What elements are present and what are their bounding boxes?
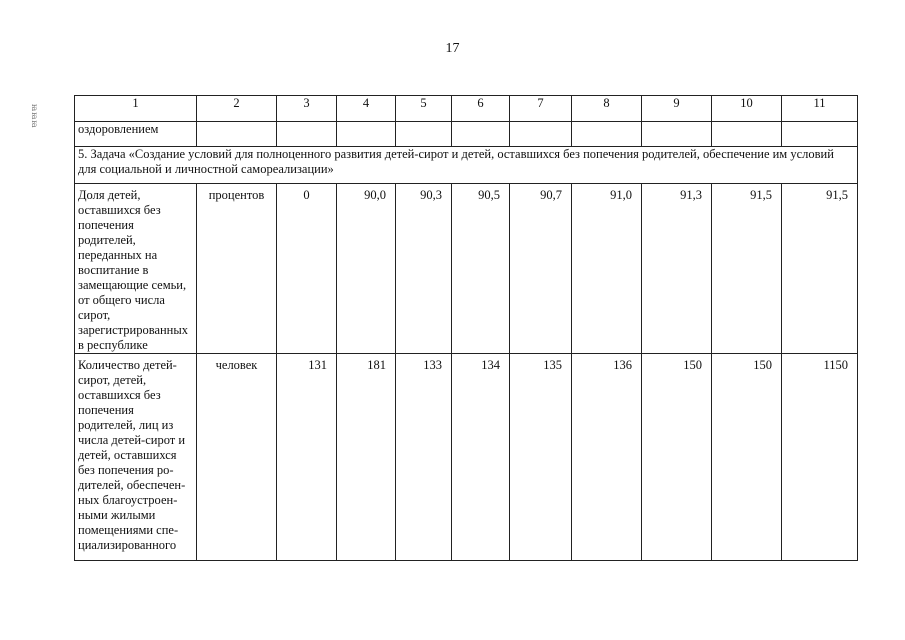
empty-cell: [510, 122, 572, 147]
column-number-6: 6: [452, 96, 510, 122]
empty-cell: [782, 122, 858, 147]
indicator-value: 136: [572, 354, 642, 561]
indicator-value: 0: [277, 184, 337, 354]
column-number-9: 9: [642, 96, 712, 122]
empty-cell: [572, 122, 642, 147]
empty-cell: [396, 122, 452, 147]
empty-cell: [337, 122, 396, 147]
indicator-name: Доля детей, оставшихся без попечения родителей, переданных на воспитание в замещающие семьи, от общего числа сирот, зарегистрированных в республике: [75, 184, 197, 354]
indicator-value: 131: [277, 354, 337, 561]
empty-cell: [712, 122, 782, 147]
continuation-row: [75, 122, 858, 147]
column-number-10: 10: [712, 96, 782, 122]
indicator-unit: человек: [197, 354, 277, 561]
empty-cell: [642, 122, 712, 147]
indicator-value: 90,5: [452, 184, 510, 354]
indicator-value: 91,0: [572, 184, 642, 354]
continuation-text: оздоровлением: [75, 122, 197, 147]
column-number-11: 11: [782, 96, 858, 122]
indicator-value: 134: [452, 354, 510, 561]
table-row: [75, 184, 858, 354]
table-header-row: [75, 96, 858, 122]
indicator-value: 135: [510, 354, 572, 561]
column-number-7: 7: [510, 96, 572, 122]
indicator-value: 91,5: [712, 184, 782, 354]
column-number-4: 4: [337, 96, 396, 122]
column-number-1: 1: [75, 96, 197, 122]
margin-stamp-mark: ꙗꙗꙗ: [30, 104, 39, 129]
indicator-value: 91,5: [782, 184, 858, 354]
task-heading-text: 5. Задача «Создание условий для полноценного развития детей-сирот и детей, оставшихся без попечения родителей, обеспечение им условий для социальной и личностной самореализации»: [75, 147, 858, 184]
empty-cell: [277, 122, 337, 147]
indicator-value: 90,7: [510, 184, 572, 354]
table-row: [75, 354, 858, 561]
indicator-value: 91,3: [642, 184, 712, 354]
indicator-value: 1150: [782, 354, 858, 561]
indicator-unit: процентов: [197, 184, 277, 354]
page-number: 17: [445, 41, 460, 56]
indicator-value: 133: [396, 354, 452, 561]
column-number-8: 8: [572, 96, 642, 122]
empty-cell: [197, 122, 277, 147]
indicator-value: 150: [642, 354, 712, 561]
empty-cell: [452, 122, 510, 147]
indicators-table: [74, 95, 858, 561]
indicator-value: 90,3: [396, 184, 452, 354]
column-number-2: 2: [197, 96, 277, 122]
indicator-value: 90,0: [337, 184, 396, 354]
indicator-value: 181: [337, 354, 396, 561]
column-number-3: 3: [277, 96, 337, 122]
task-heading-row: [75, 147, 858, 184]
column-number-5: 5: [396, 96, 452, 122]
indicator-name: Количество детей-сирот, детей, оставшихся без попечения родителей, лиц из числа детей-сирот и детей, оставшихся без попечения ро-дителей, обеспечен-ных благоустроен-ными жилыми помещениями спе-циализированного: [75, 354, 197, 561]
indicator-value: 150: [712, 354, 782, 561]
